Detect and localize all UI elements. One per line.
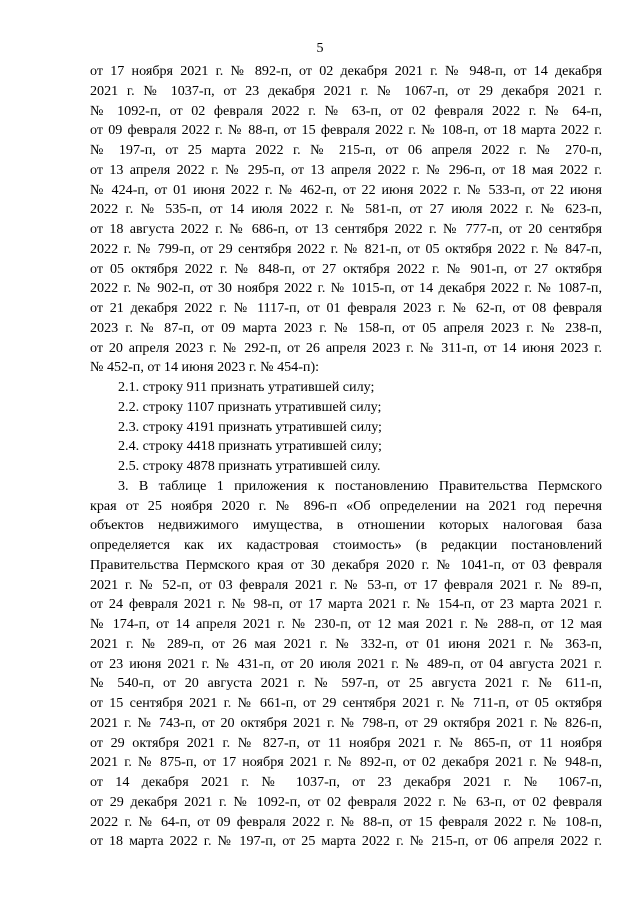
text-line: № 540-п, от 20 августа 2021 г. № 597-п, от 25 августа 2021 г. № 611-п, [90, 675, 602, 692]
text-line: № 197-п, от 25 марта 2022 г. № 215-п, от 06 апреля 2022 г. № 270-п, [90, 142, 602, 158]
text-line: от 23 июня 2021 г. № 431-п, от 20 июля 2021 г. № 489-п, от 04 августа 2021 г. [90, 655, 602, 672]
text-line: от 17 ноября 2021 г. № 892-п, от 02 декабря 2021 г. № 948-п, от 14 декабря [90, 63, 602, 79]
text-line: 2022 г. № 799-п, от 29 сентября 2022 г. № 821-п, от 05 октября 2022 г. № 847-п, [90, 240, 602, 257]
text-line: от 18 августа 2022 г. № 686-п, от 13 сентября 2022 г. № 777-п, от 20 сентября [90, 221, 602, 237]
text-line: от 24 февраля 2021 г. № 98-п, от 17 марта 2021 г. № 154-п, от 23 марта 2021 г. [90, 596, 602, 613]
text-line: 2021 г. № 743-п, от 20 октября 2021 г. № 798-п, от 29 октября 2021 г. № 826-п, [90, 714, 602, 731]
paragraph-section-3 [90, 477, 602, 852]
text-line: № 1092-п, от 02 февраля 2022 г. № 63-п, от 02 февраля 2022 г. № 64-п, [90, 102, 602, 119]
text-line: 2023 г. № 87-п, от 09 марта 2023 г. № 158-п, от 05 апреля 2023 г. № 238-п, [90, 319, 602, 336]
text-line: от 05 октября 2022 г. № 848-п, от 27 октября 2022 г. № 901-п, от 27 октября [90, 260, 602, 277]
paragraph-amendment-list [90, 62, 602, 378]
text-line: от 29 октября 2021 г. № 827-п, от 11 ноября 2021 г. № 865-п, от 11 ноября [90, 734, 602, 751]
text-line: от 15 сентября 2021 г. № 661-п, от 29 сентября 2021 г. № 711-п, от 05 октября [90, 695, 602, 711]
page-number: 5 [316, 41, 324, 56]
text-line: 2022 г. № 535-п, от 14 июля 2022 г. № 581-п, от 27 июля 2022 г. № 623-п, [90, 201, 602, 218]
text-line: 2021 г. № 1037-п, от 23 декабря 2021 г. № 1067-п, от 29 декабря 2021 г. [90, 82, 602, 99]
text-line: 3. В таблице 1 приложения к постановлению Правительства Пермского [118, 477, 602, 494]
text-line: от 14 декабря 2021 г. № 1037-п, от 23 декабря 2021 г. № 1067-п, [90, 774, 602, 790]
text-line: от 20 апреля 2023 г. № 292-п, от 26 апреля 2023 г. № 311-п, от 14 июня 2023 г. [90, 339, 602, 356]
text-line: края от 25 ноября 2020 г. № 896-п «Об определении на 2021 год перечня [90, 497, 602, 514]
text-line: № 424-п, от 01 июня 2022 г. № 462-п, от 22 июня 2022 г. № 533-п, от 22 июня [90, 181, 602, 198]
text-line: от 18 марта 2022 г. № 197-п, от 25 марта 2022 г. № 215-п, от 06 апреля 2022 г. [90, 833, 602, 850]
text-line: 2022 г. № 64-п, от 09 февраля 2022 г. № 88-п, от 15 февраля 2022 г. № 108-п, [90, 813, 602, 830]
items-list [90, 378, 602, 477]
text-line: от 21 декабря 2022 г. № 1117-п, от 01 февраля 2023 г. № 62-п, от 08 февраля [90, 300, 602, 316]
text-line: от 29 декабря 2021 г. № 1092-п, от 02 февраля 2022 г. № 63-п, от 02 февраля [90, 793, 602, 810]
list-item: 2.3. строку 4191 признать утратившей силу; [118, 418, 382, 435]
list-item: 2.4. строку 4418 признать утратившей силу; [118, 438, 382, 455]
text-line: № 452-п, от 14 июня 2023 г. № 454-п): [90, 359, 320, 376]
list-item: 2.2. строку 1107 признать утратившей силу; [118, 398, 382, 415]
text-line: 2021 г. № 52-п, от 03 февраля 2021 г. № 53-п, от 17 февраля 2021 г. № 89-п, [90, 576, 602, 593]
document-body [90, 62, 602, 852]
list-item: 2.1. строку 911 признать утратившей силу; [118, 379, 375, 395]
text-line: от 09 февраля 2022 г. № 88-п, от 15 февраля 2022 г. № 108-п, от 18 марта 2022 г. [90, 122, 602, 139]
text-line: объектов недвижимого имущества, в отношении которых налоговая база [90, 517, 602, 534]
text-line: 2021 г. № 875-п, от 17 ноября 2021 г. № 892-п, от 02 декабря 2021 г. № 948-п, [90, 754, 602, 771]
list-item: 2.5. строку 4878 признать утратившей силу. [118, 458, 381, 474]
text-line: 2021 г. № 289-п, от 26 мая 2021 г. № 332-п, от 01 июня 2021 г. № 363-п, [90, 635, 602, 652]
text-line: Правительства Пермского края от 30 декабря 2020 г. № 1041-п, от 03 февраля [90, 556, 602, 573]
text-line: определяется как их кадастровая стоимость» (в редакции постановлений [90, 537, 602, 553]
text-line: 2022 г. № 902-п, от 30 ноября 2022 г. № 1015-п, от 14 декабря 2022 г. № 1087-п, [90, 280, 602, 297]
text-line: № 174-п, от 14 апреля 2021 г. № 230-п, от 12 мая 2021 г. № 288-п, от 12 мая [90, 616, 602, 632]
text-line: от 13 апреля 2022 г. № 295-п, от 13 апреля 2022 г. № 296-п, от 18 мая 2022 г. [90, 161, 602, 178]
